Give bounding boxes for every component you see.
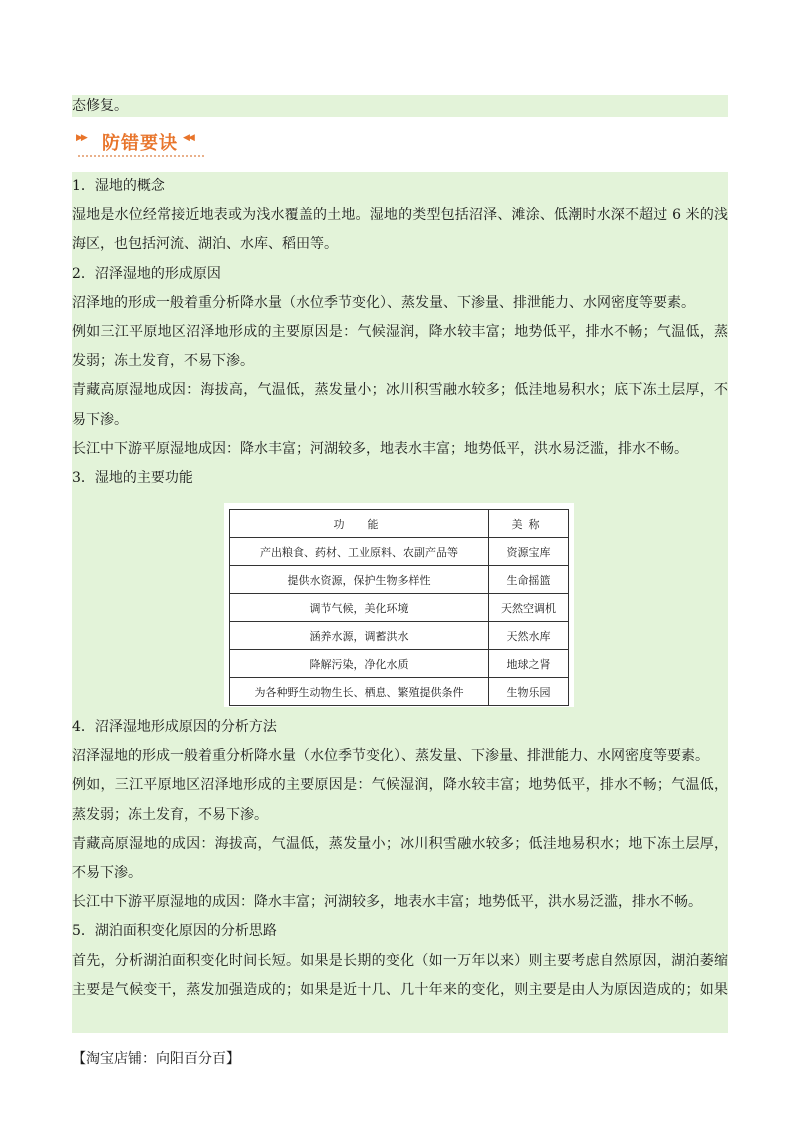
continuation-fragment	[72, 95, 728, 117]
section5-line: 首先，分析湖泊面积变化时间长短。如果是长期的变化（如一万年以来）则主要考虑自然原因，湖泊萎缩	[72, 952, 728, 969]
section4-line: 青藏高原湿地的成因：海拔高，气温低，蒸发量小；冰川积雪融水较多；低洼地易积水；地下冻土层厚，	[72, 835, 728, 852]
section2-line: 易下渗。	[72, 411, 128, 428]
section-banner	[76, 129, 216, 159]
banner-arrows-right-icon: ◀◀	[183, 133, 193, 143]
section3-heading: 3．湿地的主要功能	[72, 469, 193, 486]
table-row	[230, 650, 569, 678]
section4-heading: 4．沼泽湿地形成原因的分析方法	[72, 719, 277, 735]
banner-title: 防错要诀	[102, 133, 178, 154]
section2-line: 发弱；冻土发育，不易下渗。	[72, 353, 254, 370]
table-row	[230, 538, 569, 566]
content-block-1	[72, 172, 728, 495]
section1-line: 湿地是水位经常接近地表或为浅水覆盖的土地。湿地的类型包括沼泽、滩涂、低潮时水深不超过 6 米的浅	[72, 207, 728, 224]
table-row	[230, 678, 569, 706]
banner-arrows-left-icon: ▶▶	[76, 133, 86, 143]
table-cell: 为各种野生动物生长、栖息、繁殖提供条件	[230, 678, 489, 706]
table-row	[230, 594, 569, 622]
table-header-cell: 功 能	[230, 510, 489, 538]
section5-line: 主要是气候变干，蒸发加强造成的；如果是近十几、几十年来的变化，则主要是由人为原因造成的；如果	[72, 981, 728, 998]
fragment-text: 态修复。	[72, 98, 128, 114]
table-cell: 提供水资源，保护生物多样性	[230, 566, 489, 594]
section4-line: 长江中下游平原湿地的成因：降水丰富；河湖较多，地表水丰富；地势低平，洪水易泛滥，排水不畅。	[72, 894, 702, 911]
table-cell: 涵养水源，调蓄洪水	[230, 622, 489, 650]
footer-shop-label: 【淘宝店铺：向阳百分百】	[72, 1051, 240, 1067]
table-cell: 生命摇篮	[489, 566, 569, 594]
table-row	[230, 566, 569, 594]
section4-line: 沼泽湿地的形成一般着重分析降水量（水位季节变化）、蒸发量、下渗量、排泄能力、水网密度等要素。	[72, 748, 709, 765]
table-row	[230, 622, 569, 650]
table-cell: 生物乐园	[489, 678, 569, 706]
banner-dotted-underline	[78, 155, 204, 157]
table-cell: 降解污染，净化水质	[230, 650, 489, 678]
table-cell: 天然水库	[489, 622, 569, 650]
section5-heading: 5．湖泊面积变化原因的分析思路	[72, 923, 277, 940]
table-cell: 调节气候，美化环境	[230, 594, 489, 622]
section2-heading: 2．沼泽湿地的形成原因	[72, 265, 221, 282]
wetland-function-table	[229, 509, 569, 706]
table-cell: 天然空调机	[489, 594, 569, 622]
table-header-row	[230, 510, 569, 538]
table-cell: 资源宝库	[489, 538, 569, 566]
content-block-2	[72, 713, 728, 1033]
section2-line: 青藏高原湿地成因：海拔高，气温低，蒸发量小；冰川积雪融水较多；低洼地易积水；底下冻土层厚，不	[72, 382, 728, 399]
section2-line: 沼泽地的形成一般着重分析降水量（水位季节变化）、蒸发量、下渗量、排泄能力、水网密度等要素。	[72, 294, 695, 311]
function-table-area	[72, 495, 728, 713]
table-cell: 产出粮食、药材、工业原料、农副产品等	[230, 538, 489, 566]
section4-line: 不易下渗。	[72, 864, 142, 881]
section2-line: 例如三江平原地区沼泽地形成的主要原因是：气候湿润，降水较丰富；地势低平，排水不畅；气温低，蒸	[72, 323, 728, 340]
section4-line: 蒸发弱；冻土发育，不易下渗。	[72, 806, 268, 823]
table-cell: 地球之肾	[489, 650, 569, 678]
function-table-frame	[224, 503, 574, 707]
section1-heading: 1．湿地的概念	[72, 178, 165, 194]
section4-line: 例如，三江平原地区沼泽地形成的主要原因是：气候湿润，降水较丰富；地势低平，排水不畅；气温低，	[72, 777, 728, 794]
section1-line: 海区，也包括河流、湖泊、水库、稻田等。	[72, 236, 338, 253]
section2-line: 长江中下游平原湿地成因：降水丰富；河湖较多，地表水丰富；地势低平，洪水易泛滥，排水不畅。	[72, 440, 688, 457]
table-header-cell: 美称	[489, 510, 569, 538]
